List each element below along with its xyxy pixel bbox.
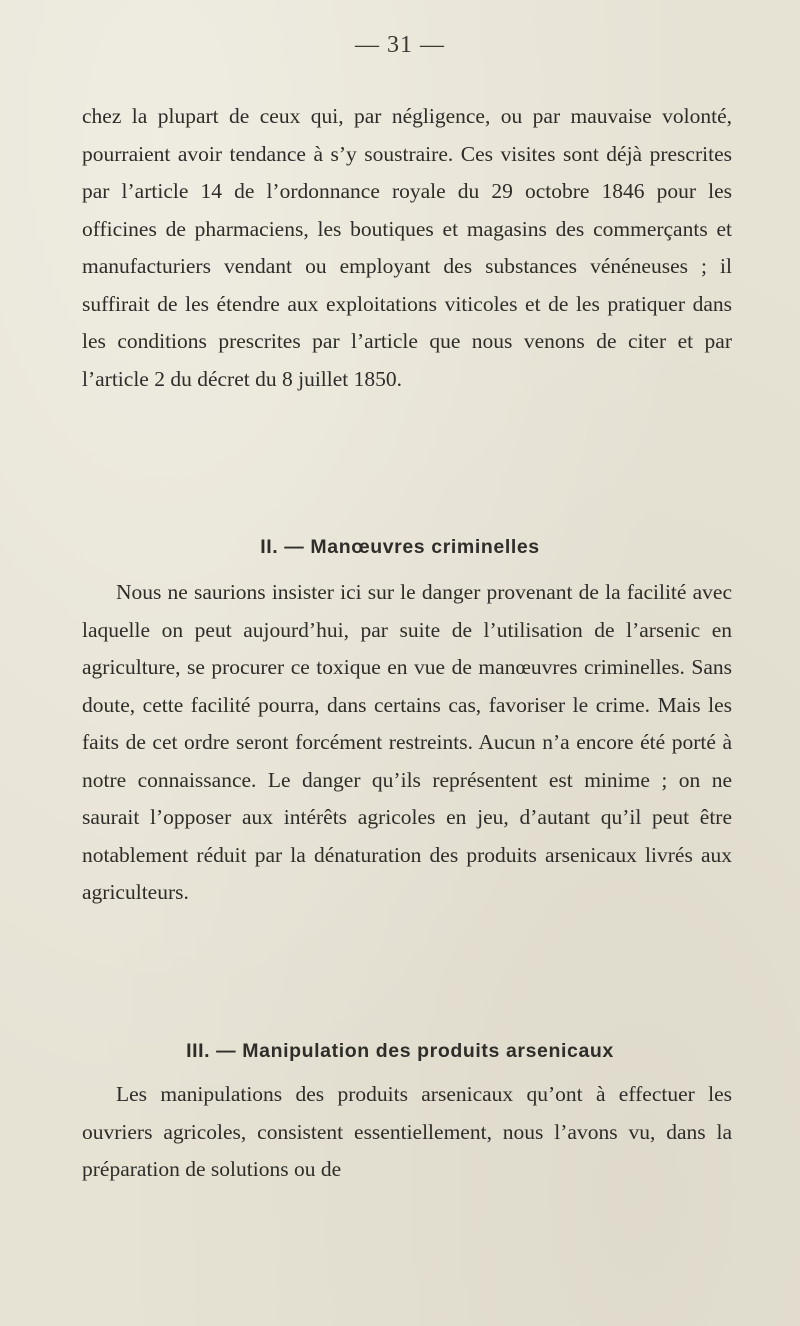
section-heading-3: III. — Manipulation des produits arsenicaux: [186, 1040, 614, 1062]
page-number: — 31 —: [355, 32, 445, 58]
section-3-body: [82, 1076, 732, 1189]
section-2-paragraph: Nous ne saurions insister ici sur le danger provenant de la facilité avec laquelle on peut aujourd’hui, par suite de l’utilisation de l’arsenic en agriculture, se procurer ce toxique en vue de manœuvres criminelles. Sans doute, cette facilité pourra, dans certains cas, favoriser le crime. Mais les faits de cet ordre seront forcément restreints. Aucun n’a encore été porté à notre connaissance. Le danger qu’ils représentent est minime ; on ne saurait l’opposer aux intérêts agricoles en jeu, d’autant qu’il peut être notablement réduit par la dénaturation des produits arsenicaux livrés aux agriculteurs.: [82, 580, 732, 904]
section-3-paragraph: Les manipulations des produits arsenicaux qu’ont à effectuer les ouvriers agricoles, consistent essentiellement, nous l’avons vu, dans la préparation de solutions ou de: [82, 1082, 732, 1181]
section-2-body: [82, 574, 732, 912]
paragraph-continuation: [82, 98, 732, 398]
paragraph-1-text: chez la plupart de ceux qui, par négligence, ou par mauvaise volonté, pourraient avoir tendance à s’y soustraire. Ces visites sont déjà prescrites par l’article 14 de l’ordonnance royale du 29 octobre 1846 pour les officines de pharmaciens, les boutiques et magasins des commerçants et manufacturiers vendant ou employant des substances vénéneuses ; il suffirait de les étendre aux exploitations viticoles et de les pratiquer dans les conditions prescrites par l’article que nous venons de citer et par l’article 2 du décret du 8 juillet 1850.: [82, 104, 732, 391]
section-heading-2: II. — Manœuvres criminelles: [260, 536, 540, 558]
